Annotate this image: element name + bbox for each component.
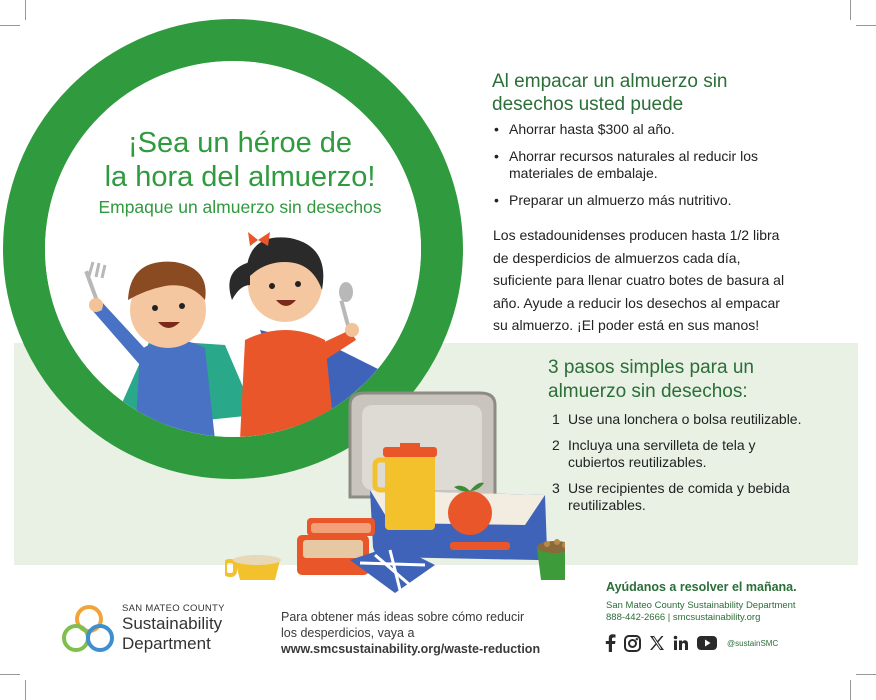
lunchbox-illustration [225, 385, 565, 595]
benefits-title-line: desechos usted puede [492, 94, 684, 115]
org-name-line: Department [122, 634, 211, 653]
step-number: 1 [552, 411, 560, 427]
steps-list [552, 411, 812, 523]
footer-tagline: Ayúdanos a resolver el mañana. [606, 580, 797, 594]
benefits-list [493, 121, 813, 219]
facebook-icon[interactable] [604, 634, 616, 652]
waste-fact-paragraph [493, 224, 813, 337]
org-county: SAN MATEO COUNTY [122, 603, 225, 614]
benefit-item: • Preparar un almuerzo más nutritivo. [493, 192, 813, 209]
footer-contact [606, 600, 796, 624]
crop-mark [856, 25, 876, 26]
waste-reduction-link[interactable]: www.smcsustainability.org/waste-reduction [281, 642, 541, 656]
crop-mark [850, 680, 851, 700]
dept-name: San Mateo County Sustainability Department [606, 600, 796, 611]
org-name-line: Sustainability [122, 614, 223, 633]
crop-mark [0, 674, 20, 675]
social-handle: @sustainSMC [727, 638, 779, 648]
benefits-title [492, 70, 832, 116]
linkedin-icon[interactable] [673, 635, 689, 651]
step-item [552, 480, 812, 514]
more-info-line: los desperdicios, vaya a [281, 626, 415, 640]
step-number: 3 [552, 480, 560, 496]
hero-title [70, 126, 410, 194]
step-number: 2 [552, 437, 560, 453]
benefit-item: • Ahorrar recursos naturales al reducir los materiales de embalaje. [493, 148, 813, 182]
hero-subtitle: Empaque un almuerzo sin desechos [98, 197, 382, 217]
more-info-text [281, 609, 561, 657]
steps-title-line: 3 pasos simples para un [548, 357, 754, 378]
step-item [552, 411, 812, 428]
step-item [552, 437, 812, 471]
crop-mark [856, 674, 876, 675]
more-info-line: Para obtener más ideas sobre cómo reducir [281, 610, 525, 624]
benefits-title-line: Al empacar un almuerzo sin [492, 71, 728, 92]
step-text: Use recipientes de comida y bebida reutilizables. [568, 480, 790, 513]
crop-mark [25, 680, 26, 700]
sustainability-logo [60, 602, 118, 658]
hero-title-line: ¡Sea un héroe de [127, 127, 353, 159]
social-links [604, 634, 778, 652]
paragraph-line: Los estadounidenses producen hasta 1/2 libra [493, 227, 780, 243]
benefit-item: • Ahorrar hasta $300 al año. [493, 121, 813, 138]
org-name [122, 614, 222, 654]
steps-title-line: almuerzo sin desechos: [548, 381, 748, 402]
paragraph-line: año. Ayude a reducir los desechos al empacar [493, 294, 780, 311]
x-icon[interactable] [649, 635, 665, 651]
dept-contact: 888-442-2666 | smcsustainability.org [606, 612, 761, 623]
hero-title-line: la hora del almuerzo! [104, 161, 376, 193]
paragraph-line: de desperdicios de almuerzos cada día, [493, 249, 741, 266]
step-text: Use una lonchera o bolsa reutilizable. [568, 411, 802, 427]
paragraph-line: suficiente para llenar cuatro botes de basura al [493, 272, 785, 288]
steps-title [548, 356, 848, 404]
step-text: Incluya una servilleta de tela y cubiertos reutilizables. [568, 437, 756, 470]
youtube-icon[interactable] [697, 636, 717, 650]
paragraph-line: su almuerzo. ¡El poder está en sus manos! [493, 317, 760, 333]
crop-mark [850, 0, 851, 20]
instagram-icon[interactable] [624, 635, 641, 652]
